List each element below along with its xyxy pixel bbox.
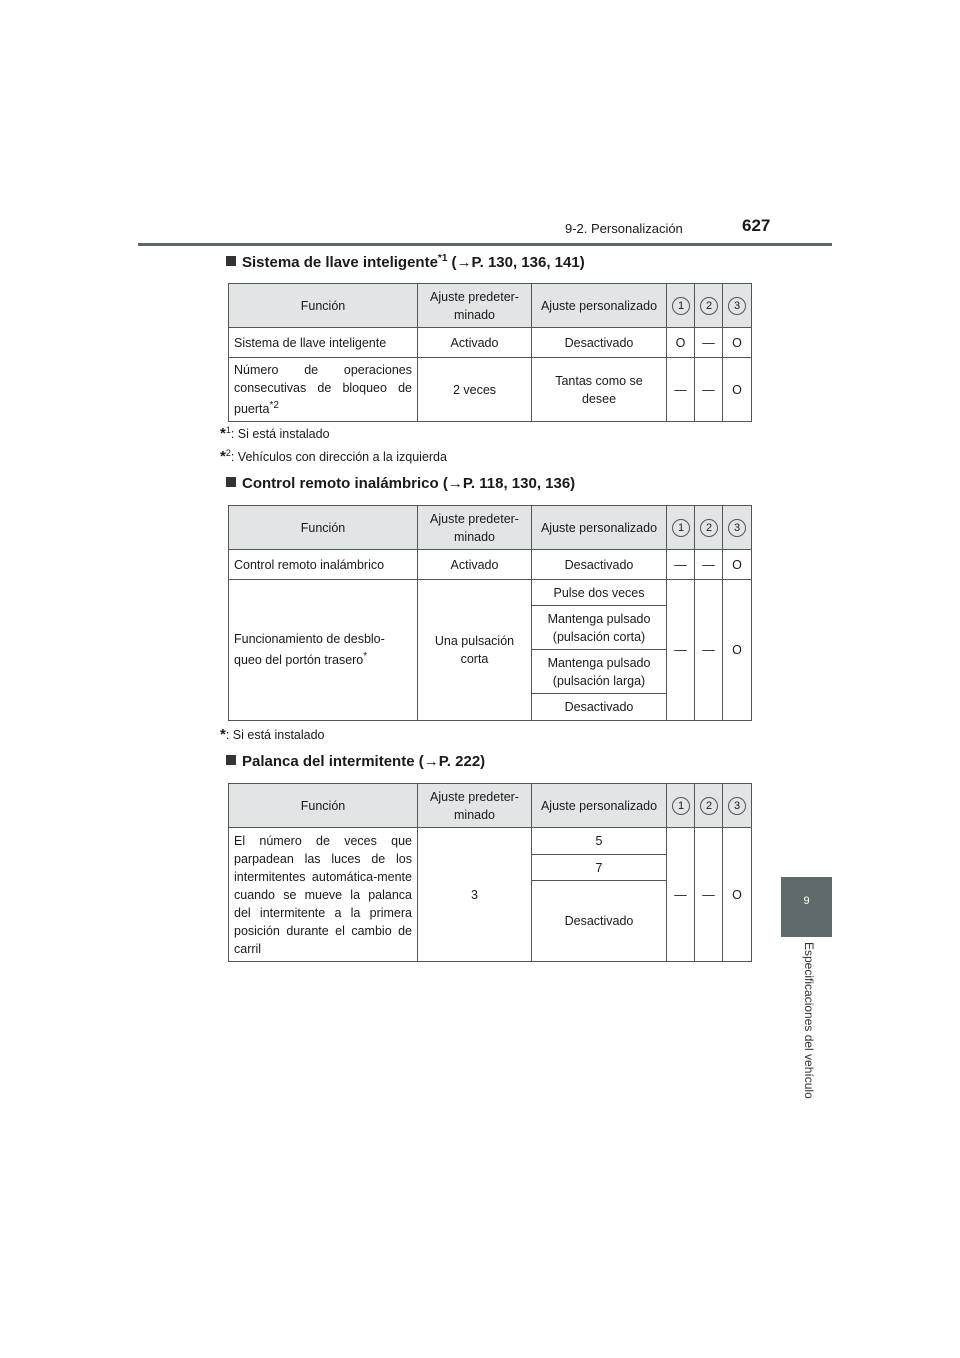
table-row: Mantenga pulsado (pulsación corta) (229, 606, 752, 650)
table-row: Mantenga pulsado (pulsación larga) (229, 650, 752, 694)
circle-3-icon: 3 (728, 797, 746, 815)
chapter-label: Especificaciones del vehículo (802, 942, 816, 1099)
header-default: Ajuste predeter- minado (418, 506, 532, 550)
table-row: 7 (229, 855, 752, 881)
circle-1-icon: 1 (672, 797, 690, 815)
table-row: Desactivado (229, 694, 752, 721)
circle-1-icon: 1 (672, 519, 690, 537)
header-default: Ajuste predeter- minado (418, 784, 532, 828)
section-title-smart-key: Sistema de llave inteligente$^{*1}$ (→P. 130, 136, 141) (226, 253, 585, 271)
table-header-row (229, 784, 752, 828)
header-custom: Ajuste personalizado (532, 506, 667, 550)
circle-2-icon: 2 (700, 297, 718, 315)
header-function: Función (229, 506, 418, 550)
smart-key-table (228, 283, 752, 422)
header-function: Función (229, 284, 418, 328)
table-row: Número de operaciones consecutivas de bloqueo de puerta$^{*2}$ 2 veces Tantas como se desee — — O (229, 358, 752, 422)
section-title-wireless-remote: Control remoto inalámbrico (→P. 118, 130, 136) (226, 475, 575, 492)
header-function: Función (229, 784, 418, 828)
table-row: El número de veces que parpadean las luces de los intermitentes automática-mente cuando se mueve la palanca del intermitente a la primera posición durante el cambio de carril 3 5 — — O (229, 828, 752, 855)
square-bullet-icon (226, 477, 236, 487)
table-row: Desactivado (229, 881, 752, 962)
chapter-tab (781, 877, 832, 937)
footnote-1: *$^1$: Si está instalado (220, 425, 330, 443)
footnote-2: *$^2$: Vehículos con dirección a la izquierda (220, 448, 447, 466)
section-header: 9-2. Personalización (565, 221, 683, 236)
header-custom: Ajuste personalizado (532, 784, 667, 828)
header-custom: Ajuste personalizado (532, 284, 667, 328)
circle-2-icon: 2 (700, 797, 718, 815)
circle-1-icon: 1 (672, 297, 690, 315)
table-row: Funcionamiento de desblo- queo del portón trasero* Una pulsación corta Pulse dos veces — — O (229, 580, 752, 606)
table-row: Sistema de llave inteligente Activado Desactivado O — O (229, 328, 752, 358)
circle-3-icon: 3 (728, 519, 746, 537)
table-header-row (229, 506, 752, 550)
page-number: 627 (742, 216, 771, 235)
wireless-remote-table (228, 505, 752, 721)
header-default: Ajuste predeter- minado (418, 284, 532, 328)
footnote-3: *: Si está instalado (220, 726, 325, 743)
circle-3-icon: 3 (728, 297, 746, 315)
table-header-row (229, 284, 752, 328)
square-bullet-icon (226, 755, 236, 765)
turn-signal-table (228, 783, 752, 962)
header-divider (138, 243, 832, 246)
chapter-number: 9 (803, 895, 810, 907)
square-bullet-icon (226, 256, 236, 266)
section-title-turn-signal: Palanca del intermitente (→P. 222) (226, 753, 485, 770)
circle-2-icon: 2 (700, 519, 718, 537)
table-row: Control remoto inalámbrico Activado Desactivado — — O (229, 550, 752, 580)
